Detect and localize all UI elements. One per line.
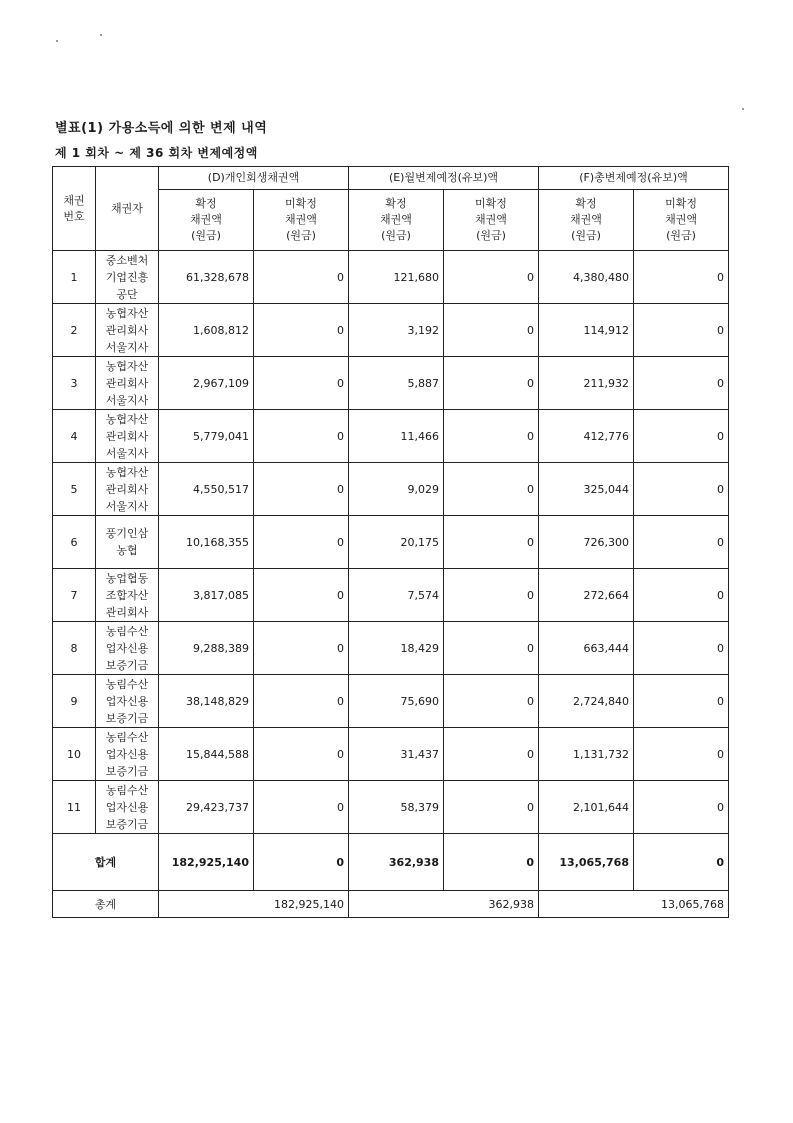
table-row: [53, 728, 729, 781]
d-unconfirmed-amount: 0: [254, 516, 349, 569]
table-row: [53, 410, 729, 463]
table-row: [53, 622, 729, 675]
row-number: 10: [53, 728, 96, 781]
subtotal-d-unconfirmed: 0: [254, 834, 349, 891]
d-confirmed-amount: 15,844,588: [159, 728, 254, 781]
group-header-f: (F)총변제예정(유보)액: [539, 167, 729, 190]
scan-speck: [100, 34, 102, 36]
scan-speck: [742, 108, 744, 110]
e-unconfirmed-amount: 0: [444, 728, 539, 781]
table-row: [53, 781, 729, 834]
d-unconfirmed-amount: 0: [254, 304, 349, 357]
d-confirmed-amount: 5,779,041: [159, 410, 254, 463]
creditor-name: 농림수산 업자신용 보증기금: [96, 675, 159, 728]
creditor-name: 농협자산 관리회사 서울지사: [96, 410, 159, 463]
creditor-name: 농협자산 관리회사 서울지사: [96, 357, 159, 410]
d-confirmed-amount: 9,288,389: [159, 622, 254, 675]
d-confirmed-amount: 29,423,737: [159, 781, 254, 834]
f-unconfirmed-amount: 0: [634, 410, 729, 463]
f-unconfirmed-amount: 0: [634, 675, 729, 728]
d-unconfirmed-amount: 0: [254, 463, 349, 516]
d-unconfirmed-amount: 0: [254, 781, 349, 834]
e-confirmed-amount: 7,574: [349, 569, 444, 622]
f-confirmed-amount: 2,724,840: [539, 675, 634, 728]
creditor-name: 농협자산 관리회사 서울지사: [96, 463, 159, 516]
d-unconfirmed-amount: 0: [254, 622, 349, 675]
subtotal-e-unconfirmed: 0: [444, 834, 539, 891]
e-unconfirmed-amount: 0: [444, 304, 539, 357]
e-confirmed-amount: 75,690: [349, 675, 444, 728]
subtotal-label: 합계: [53, 834, 159, 891]
col-header-e-confirmed: 확정 채권액 (원금): [349, 190, 444, 251]
d-unconfirmed-amount: 0: [254, 357, 349, 410]
repayment-table: [52, 166, 729, 918]
d-confirmed-amount: 10,168,355: [159, 516, 254, 569]
f-confirmed-amount: 726,300: [539, 516, 634, 569]
creditor-name: 풍기인삼 농협: [96, 516, 159, 569]
row-number: 2: [53, 304, 96, 357]
e-unconfirmed-amount: 0: [444, 781, 539, 834]
row-number: 11: [53, 781, 96, 834]
col-header-creditor: 채권자: [96, 167, 159, 251]
d-confirmed-amount: 38,148,829: [159, 675, 254, 728]
subtotal-d-confirmed: 182,925,140: [159, 834, 254, 891]
col-header-d-unconfirmed: 미확정 채권액 (원금): [254, 190, 349, 251]
row-number: 9: [53, 675, 96, 728]
creditor-name: 농림수산 업자신용 보증기금: [96, 622, 159, 675]
e-confirmed-amount: 3,192: [349, 304, 444, 357]
row-number: 1: [53, 251, 96, 304]
e-confirmed-amount: 5,887: [349, 357, 444, 410]
grandtotal-label: 총계: [53, 891, 159, 918]
f-confirmed-amount: 211,932: [539, 357, 634, 410]
d-confirmed-amount: 4,550,517: [159, 463, 254, 516]
f-confirmed-amount: 2,101,644: [539, 781, 634, 834]
e-confirmed-amount: 121,680: [349, 251, 444, 304]
creditor-name: 농협자산 관리회사 서울지사: [96, 304, 159, 357]
grandtotal-e: 362,938: [349, 891, 539, 918]
f-unconfirmed-amount: 0: [634, 781, 729, 834]
row-number: 5: [53, 463, 96, 516]
d-unconfirmed-amount: 0: [254, 251, 349, 304]
subtotal-f-confirmed: 13,065,768: [539, 834, 634, 891]
d-confirmed-amount: 61,328,678: [159, 251, 254, 304]
e-unconfirmed-amount: 0: [444, 251, 539, 304]
e-confirmed-amount: 11,466: [349, 410, 444, 463]
e-unconfirmed-amount: 0: [444, 357, 539, 410]
row-number: 4: [53, 410, 96, 463]
table-row: [53, 304, 729, 357]
col-header-e-unconfirmed: 미확정 채권액 (원금): [444, 190, 539, 251]
e-confirmed-amount: 58,379: [349, 781, 444, 834]
d-unconfirmed-amount: 0: [254, 410, 349, 463]
row-number: 3: [53, 357, 96, 410]
f-confirmed-amount: 4,380,480: [539, 251, 634, 304]
e-unconfirmed-amount: 0: [444, 463, 539, 516]
e-unconfirmed-amount: 0: [444, 675, 539, 728]
group-header-d: (D)개인회생채권액: [159, 167, 349, 190]
col-header-f-confirmed: 확정 채권액 (원금): [539, 190, 634, 251]
d-unconfirmed-amount: 0: [254, 675, 349, 728]
f-confirmed-amount: 412,776: [539, 410, 634, 463]
creditor-name: 중소벤처 기업진흥 공단: [96, 251, 159, 304]
d-confirmed-amount: 1,608,812: [159, 304, 254, 357]
creditor-name: 농림수산 업자신용 보증기금: [96, 781, 159, 834]
page-subtitle: 제 1 회차 ~ 제 36 회차 변제예정액: [55, 146, 258, 160]
col-header-no: 채권 번호: [53, 167, 96, 251]
table-row: [53, 569, 729, 622]
table-row: [53, 357, 729, 410]
grandtotal-row: [53, 891, 729, 918]
creditor-name: 농업협동 조합자산 관리회사: [96, 569, 159, 622]
f-confirmed-amount: 272,664: [539, 569, 634, 622]
f-unconfirmed-amount: 0: [634, 728, 729, 781]
table-row: [53, 251, 729, 304]
f-confirmed-amount: 114,912: [539, 304, 634, 357]
col-header-d-confirmed: 확정 채권액 (원금): [159, 190, 254, 251]
f-confirmed-amount: 1,131,732: [539, 728, 634, 781]
table-row: [53, 463, 729, 516]
e-unconfirmed-amount: 0: [444, 516, 539, 569]
f-unconfirmed-amount: 0: [634, 622, 729, 675]
group-header-e: (E)월변제예정(유보)액: [349, 167, 539, 190]
f-unconfirmed-amount: 0: [634, 569, 729, 622]
e-confirmed-amount: 18,429: [349, 622, 444, 675]
f-unconfirmed-amount: 0: [634, 304, 729, 357]
e-unconfirmed-amount: 0: [444, 569, 539, 622]
d-confirmed-amount: 3,817,085: [159, 569, 254, 622]
subtotal-row: [53, 834, 729, 891]
d-unconfirmed-amount: 0: [254, 728, 349, 781]
f-unconfirmed-amount: 0: [634, 251, 729, 304]
f-unconfirmed-amount: 0: [634, 357, 729, 410]
d-unconfirmed-amount: 0: [254, 569, 349, 622]
f-confirmed-amount: 325,044: [539, 463, 634, 516]
row-number: 8: [53, 622, 96, 675]
subtotal-e-confirmed: 362,938: [349, 834, 444, 891]
e-unconfirmed-amount: 0: [444, 410, 539, 463]
f-confirmed-amount: 663,444: [539, 622, 634, 675]
f-unconfirmed-amount: 0: [634, 463, 729, 516]
grandtotal-d: 182,925,140: [159, 891, 349, 918]
table-row: [53, 675, 729, 728]
creditor-name: 농림수산 업자신용 보증기금: [96, 728, 159, 781]
e-confirmed-amount: 20,175: [349, 516, 444, 569]
row-number: 7: [53, 569, 96, 622]
row-number: 6: [53, 516, 96, 569]
scan-speck: [56, 40, 58, 42]
e-confirmed-amount: 9,029: [349, 463, 444, 516]
grandtotal-f: 13,065,768: [539, 891, 729, 918]
page-title: 별표(1) 가용소득에 의한 변제 내역: [55, 121, 268, 136]
f-unconfirmed-amount: 0: [634, 516, 729, 569]
table-row: [53, 516, 729, 569]
d-confirmed-amount: 2,967,109: [159, 357, 254, 410]
col-header-f-unconfirmed: 미확정 채권액 (원금): [634, 190, 729, 251]
subtotal-f-unconfirmed: 0: [634, 834, 729, 891]
e-unconfirmed-amount: 0: [444, 622, 539, 675]
e-confirmed-amount: 31,437: [349, 728, 444, 781]
